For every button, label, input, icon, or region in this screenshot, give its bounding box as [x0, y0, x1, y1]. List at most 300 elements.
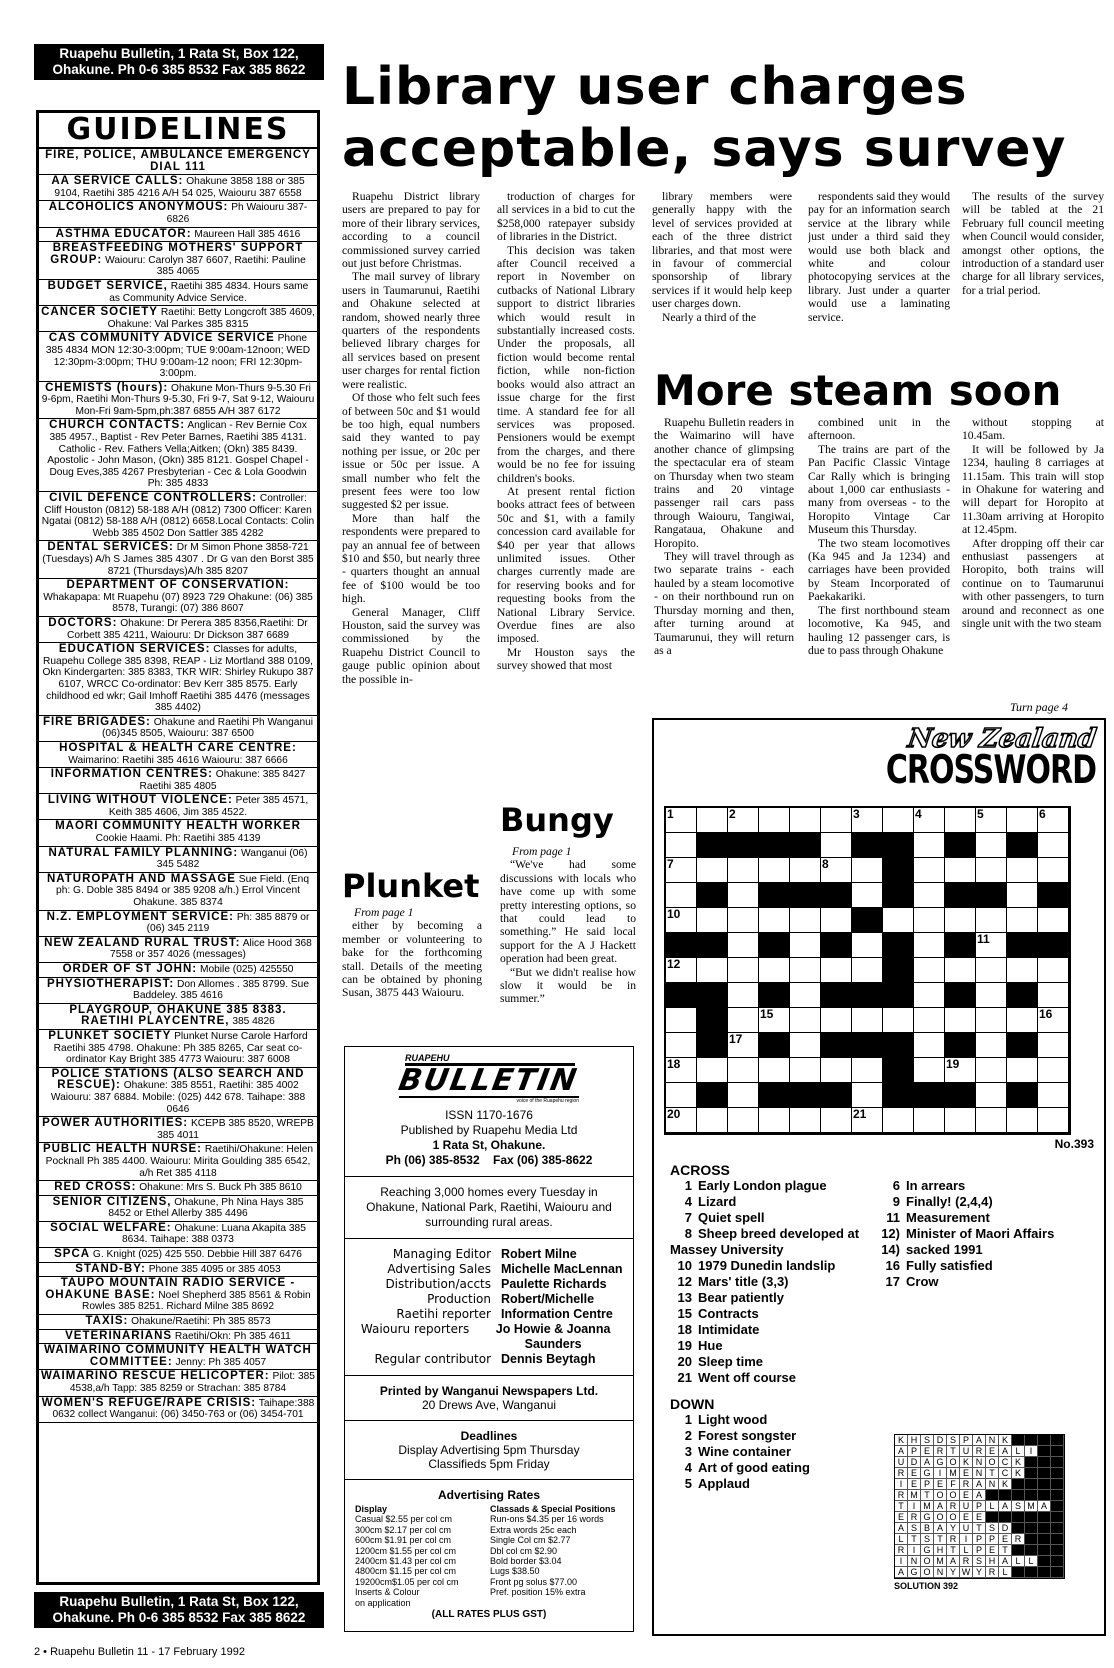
crossword-black-cell: [883, 1083, 914, 1108]
crossword-cell: [697, 858, 728, 883]
clue-text: Lizard: [698, 1194, 737, 1209]
guideline-heading: STAND-BY:: [75, 1262, 146, 1275]
solution-cell: E: [960, 1490, 973, 1501]
clue: [670, 1210, 880, 1226]
crossword-cell: [883, 808, 914, 833]
library-headline-line2: acceptable, says survey: [342, 119, 1067, 179]
crossword-cell: [976, 1058, 1007, 1083]
guideline-text: Sue Field. (Enq ph: G. Doble 385 8494 or 385 9208 a/h.) Errol Vincent Ohakune. 385 8374: [56, 873, 310, 909]
crossword-black-cell: [759, 933, 790, 958]
crossword-cell-number: 16: [1039, 1007, 1053, 1021]
clue: [670, 1460, 880, 1476]
paragraph: combined unit in the afternoon.: [808, 416, 950, 443]
clue-number: 21: [677, 1370, 692, 1385]
crossword-black-cell: [1007, 933, 1038, 958]
crossword-cell: [728, 883, 759, 908]
paragraph: The mail survey of library users in Taumarunui, Raetihi and Ohakune selected at random, showed nearly three quarters of the respondents believed library charges for all services based on present user charges for rental fiction were realistic.: [342, 270, 480, 391]
paragraph: Mr Houston says the survey showed that most: [497, 645, 635, 673]
solution-black-cell: [1051, 1435, 1064, 1446]
crossword-cell: [790, 1033, 821, 1058]
guideline-heading: RED CROSS:: [54, 1181, 137, 1194]
guideline-text: Ohakune: Luana Akapita 385 8634. Taihape: 388 0373: [122, 1222, 306, 1246]
crossword-black-cell: [759, 1033, 790, 1058]
guideline-entry: [39, 963, 317, 978]
clue: [670, 1322, 880, 1338]
bottom-banner: [34, 1592, 324, 1628]
guideline-heading: PHYSIOTHERAPIST:: [47, 977, 175, 990]
paragraph: General Manager, Cliff Houston, said the survey was commissioned by the Ruapehu District Council to gauge public opinion about the possible in-: [342, 605, 480, 686]
crossword-black-cell: [697, 1008, 728, 1033]
clues-across-block-2: [878, 1178, 1098, 1290]
solution-black-cell: [1038, 1468, 1051, 1479]
solution-cell: T: [986, 1468, 999, 1479]
crossword-cell: [1038, 1108, 1069, 1133]
crossword-black-cell: [821, 1083, 852, 1108]
crossword-cell: [759, 1008, 790, 1033]
crossword-cell: [976, 833, 1007, 858]
guideline-text: Dr M Simon Phone 3858-721 (Tuesdays) A/h S James 385 4307 . Dr G van den Borst 385 8721 (Thursdays)A/h 385 8207: [42, 542, 314, 577]
solution-cell: G: [921, 1545, 934, 1556]
crossword-cell: [945, 908, 976, 933]
crossword-black-cell: [945, 833, 976, 858]
guideline-heading: VETERINARIANS: [65, 1329, 173, 1342]
solution-cell: T: [947, 1545, 960, 1556]
solution-cell: O: [947, 1512, 960, 1523]
crossword-cell: [945, 1058, 976, 1083]
clue-number: 18: [677, 1322, 692, 1337]
clue-text: Went off course: [698, 1370, 796, 1385]
crossword-cell-number: 17: [729, 1032, 743, 1046]
clue-text: Wine container: [698, 1444, 792, 1459]
deadline-display: Display Advertising 5pm Thursday: [398, 1443, 580, 1457]
crossword-black-cell: [790, 833, 821, 858]
clue-text: Crow: [906, 1274, 939, 1289]
solution-cell: I: [1025, 1446, 1038, 1457]
guideline-heading: SENIOR CITIZENS,: [52, 1195, 172, 1208]
crossword-cell: [976, 933, 1007, 958]
guideline-text: Pilot: 385 4538,a/h Tapp: 385 8259 or Strachan: 385 8784: [69, 1371, 315, 1394]
crossword-cell: [976, 983, 1007, 1008]
masthead-issn: ISSN 1170-1676: [445, 1108, 533, 1122]
solution-cell: P: [973, 1501, 986, 1512]
crossword-cell: [666, 908, 697, 933]
masthead-printed-addr: 20 Drews Ave, Wanganui: [421, 1398, 557, 1412]
guideline-entry: [39, 716, 317, 742]
solution-cell: S: [986, 1523, 999, 1534]
solution-cell: E: [908, 1468, 921, 1479]
crossword-cell: [1038, 833, 1069, 858]
display-rates-heading: Display: [355, 1504, 388, 1514]
solution-black-cell: [1038, 1457, 1051, 1468]
crossword-cell: [697, 1058, 728, 1083]
banner-line1: Ruapehu Bulletin, 1 Rata St, Box 122,: [59, 46, 299, 61]
solution-cell: P: [973, 1545, 986, 1556]
crossword-cell: [666, 958, 697, 983]
clue: [878, 1274, 1098, 1290]
guideline-text: Whakapapa: Mt Ruapehu (07) 8923 729 Ohakune: (06) 385 8578, Turangi: (07) 386 8607: [43, 591, 313, 615]
banner-line1: Ruapehu Bulletin, 1 Rata St, Box 122,: [59, 1594, 299, 1609]
guideline-text: Taihape:388 0632 collect Wanganui: (06) 3450-763 or (06) 3454-701: [52, 1397, 315, 1421]
crossword-cell-number: 11: [977, 932, 990, 946]
guideline-entry: [39, 978, 317, 1004]
solution-black-cell: [1038, 1545, 1051, 1556]
solution-cell: A: [934, 1501, 947, 1512]
staff-role: Regular contributor: [374, 1352, 491, 1366]
crossword-cell: [666, 808, 697, 833]
crossword-black-cell: [697, 1083, 728, 1108]
guideline-heading: ASTHMA EDUCATOR:: [55, 227, 192, 240]
solution-cell: R: [1012, 1534, 1025, 1545]
solution-cell: R: [973, 1446, 986, 1457]
crossword-black-cell: [1038, 933, 1069, 958]
crossword-cell: [914, 883, 945, 908]
solution-cell: K: [895, 1435, 908, 1446]
guideline-heading: CANCER SOCIETY: [41, 306, 158, 319]
solution-cell: A: [999, 1446, 1012, 1457]
solution-cell: E: [986, 1545, 999, 1556]
clue: [670, 1178, 880, 1194]
guidelines-list: [39, 149, 317, 1423]
clue-text: Intimidate: [698, 1322, 760, 1337]
solution-cell: K: [999, 1435, 1012, 1446]
solution-cell: S: [921, 1435, 934, 1446]
crossword-logo-top: New Zealand: [905, 724, 1099, 754]
guideline-entry: [39, 579, 317, 617]
solution-cell: R: [934, 1446, 947, 1457]
crossword-cell: [728, 933, 759, 958]
crossword-black-cell: [883, 883, 914, 908]
clue: [670, 1412, 880, 1428]
library-headline-line1: Library user charges: [342, 57, 968, 117]
crossword-cell-number: 15: [760, 1007, 774, 1021]
guideline-heading: WAIMARINO RESCUE HELICOPTER:: [41, 1370, 270, 1383]
clue-text: Mars' title (3,3): [698, 1274, 789, 1289]
solution-cell: A: [973, 1490, 986, 1501]
clue: [670, 1226, 880, 1258]
solution-cell: B: [921, 1523, 934, 1534]
crossword-cell: [852, 958, 883, 983]
crossword-grid: [664, 806, 1071, 1135]
crossword-black-cell: [945, 983, 976, 1008]
solution-cell: O: [921, 1556, 934, 1567]
guideline-heading: SOCIAL WELFARE:: [50, 1221, 172, 1234]
guideline-heading: ALCOHOLICS ANONYMOUS:: [48, 201, 229, 214]
crossword-cell: [914, 1033, 945, 1058]
bungy-paragraphs: [500, 858, 636, 1005]
masthead-tagline: voice of the Ruapehu region: [399, 1096, 579, 1104]
plunket-body: [342, 906, 482, 1000]
clue-text: 1979 Dunedin landslip: [698, 1258, 836, 1273]
crossword-cell: [976, 1083, 1007, 1108]
solution-cell: N: [986, 1435, 999, 1446]
crossword-cell: [914, 908, 945, 933]
guideline-entry: [39, 1117, 317, 1143]
crossword-cell: [790, 808, 821, 833]
library-col-3: [652, 190, 792, 350]
crossword-cell: [945, 858, 976, 883]
guideline-entry: [39, 1397, 317, 1423]
guideline-text: Raetihi/Okn: Ph 385 4611: [174, 1330, 291, 1342]
crossword-box: [652, 718, 1106, 1636]
down-heading: DOWN: [670, 1396, 715, 1412]
clue-number: 3: [684, 1444, 692, 1459]
solution-cell: O: [934, 1490, 947, 1501]
solution-black-cell: [1012, 1523, 1025, 1534]
masthead-box: [344, 1046, 634, 1632]
clue-number: 4: [684, 1460, 692, 1475]
paragraph: The first northbound steam locomotive, Ka 945, and hauling 12 passenger cars, is due to pass through Ohakune: [808, 603, 950, 657]
solution-black-cell: [1051, 1490, 1064, 1501]
solution-cell: U: [960, 1501, 973, 1512]
crossword-black-cell: [697, 933, 728, 958]
guideline-text: Maureen Hall 385 4616: [194, 228, 301, 240]
guideline-heading: CAS COMMUNITY ADVICE SERVICE: [48, 332, 275, 345]
crossword-cell: [821, 1108, 852, 1133]
solution-cell: M: [921, 1501, 934, 1512]
crossword-cell: [1007, 1058, 1038, 1083]
crossword-cell: [759, 858, 790, 883]
masthead-publisher: Published by Ruapehu Media Ltd: [400, 1123, 578, 1137]
plunket-from: From page 1: [354, 906, 414, 919]
crossword-cell: [852, 808, 883, 833]
crossword-cell: [759, 958, 790, 983]
guideline-text: Waiouru: Carolyn 387 6607, Raetihi: Pauline 385 4065: [105, 254, 306, 278]
solution-cell: E: [921, 1446, 934, 1457]
solution-cell: M: [1025, 1501, 1038, 1512]
solution-cell: F: [947, 1479, 960, 1490]
guideline-heading: MAORI COMMUNITY HEALTH WORKER: [55, 820, 301, 833]
guideline-text: Wanganui (06) 345 5482: [156, 847, 308, 871]
bungy-body: [500, 845, 636, 1006]
crossword-cell: [914, 1058, 945, 1083]
crossword-cell: [666, 833, 697, 858]
staff-role: Production: [427, 1292, 491, 1306]
crossword-black-cell: [821, 1033, 852, 1058]
clue-number: 15: [677, 1306, 692, 1321]
solution-cell: E: [960, 1512, 973, 1523]
crossword-cell: [790, 1008, 821, 1033]
crossword-cell: [883, 1108, 914, 1133]
solution-black-cell: [1038, 1523, 1051, 1534]
display-rate: 1200cm $1.55 per col cm: [355, 1545, 457, 1556]
crossword-cell: [697, 808, 728, 833]
solution-black-cell: [1025, 1545, 1038, 1556]
crossword-cell: [852, 883, 883, 908]
solution-black-cell: [1025, 1490, 1038, 1501]
guidelines-box: [36, 110, 320, 1585]
solution-cell: E: [960, 1468, 973, 1479]
solution-cell: L: [895, 1534, 908, 1545]
clue: [670, 1354, 880, 1370]
masthead-address: 1 Rata St, Ohakune.: [432, 1138, 546, 1152]
solution-cell: R: [895, 1545, 908, 1556]
guideline-text: Cookie Haami. Ph: Raetihi 385 4139: [95, 833, 261, 845]
clue: [670, 1258, 880, 1274]
solution-cell: Y: [973, 1567, 986, 1578]
solution-grid: [894, 1434, 1065, 1579]
solution-black-cell: [1051, 1457, 1064, 1468]
crossword-cell: [976, 858, 1007, 883]
crossword-cell: [666, 1008, 697, 1033]
guideline-heading: CIVIL DEFENCE CONTROLLERS:: [49, 492, 258, 505]
crossword-cell: [1007, 1008, 1038, 1033]
guideline-entry: [39, 742, 317, 768]
guideline-text: Mobile (025) 425550: [199, 964, 294, 975]
class-rate: Single Col cm $2.77: [490, 1535, 571, 1546]
clue-number: 12): [881, 1226, 900, 1241]
staff-role: Waiouru reporters: [360, 1322, 470, 1336]
class-rate: Bold border $3.04: [490, 1556, 562, 1567]
guideline-text: Peter 385 4571, Keith 385 4606, Jim 385 4522.: [108, 795, 309, 818]
guideline-entry: [39, 873, 317, 911]
solution-black-cell: [1038, 1479, 1051, 1490]
crossword-logo-bottom: CROSSWORD: [885, 748, 1096, 794]
crossword-cell: [697, 958, 728, 983]
solution-cell: E: [934, 1479, 947, 1490]
crossword-black-cell: [759, 833, 790, 858]
solution-black-cell: [1038, 1534, 1051, 1545]
solution-cell: S: [1012, 1501, 1025, 1512]
crossword-black-cell: [883, 958, 914, 983]
solution-cell: R: [895, 1490, 908, 1501]
guideline-text: Raetihi 385 4834. Hours same as Community Advice Service.: [109, 280, 309, 304]
solution-cell: R: [895, 1468, 908, 1479]
guideline-entry: [39, 794, 317, 820]
staff-role: Advertising Sales: [387, 1262, 491, 1276]
solution-cell: T: [947, 1446, 960, 1457]
guideline-heading: WOMEN'S REFUGE/RAPE CRISIS:: [41, 1396, 257, 1409]
guideline-heading: PUBLIC HEALTH NURSE:: [42, 1143, 203, 1156]
solution-cell: K: [999, 1479, 1012, 1490]
guideline-text: Ph Waiouru 387-6826: [166, 202, 308, 225]
crossword-cell: [759, 908, 790, 933]
crossword-black-cell: [697, 833, 728, 858]
crossword-cell: [1038, 1058, 1069, 1083]
staff-role: Distribution/accts: [385, 1277, 491, 1291]
crossword-cell: [1038, 958, 1069, 983]
paragraph: Ruapehu District library users are prepared to pay for more of their library services, according to a council commissioned survey carried out just before Christmas.: [342, 190, 480, 271]
crossword-black-cell: [790, 1083, 821, 1108]
solution-cell: T: [895, 1501, 908, 1512]
solution-cell: A: [895, 1523, 908, 1534]
crossword-cell: [976, 1008, 1007, 1033]
solution-black-cell: [1038, 1435, 1051, 1446]
masthead-phone: Ph (06) 385-8532: [385, 1153, 480, 1167]
staff-name: Robert Milne: [501, 1247, 577, 1261]
crossword-cell: [697, 908, 728, 933]
solution-cell: A: [895, 1446, 908, 1457]
guideline-entry: [39, 1004, 317, 1030]
guideline-heading: FIRE BRIGADES:: [42, 715, 151, 728]
crossword-cell: [821, 908, 852, 933]
guideline-text: Anglican - Rev Bernie Cox 385 4957., Baptist - Rev Peter Barnes, Raetihi 385 4131. Catholic - Rev. Fathers Vella;Aitken; (Okn) 385 8439. Apostolic - John Mason, (Okn) 385 8121. Gospel Chapel - Doug Eves,385 4267 Presbyterian - Cec & Lola Goodwin Ph: 385 4833: [47, 420, 309, 490]
solution-cell: D: [999, 1523, 1012, 1534]
solution-cell: N: [973, 1468, 986, 1479]
solution-black-cell: [1012, 1545, 1025, 1556]
clue-number: 5: [684, 1476, 692, 1491]
crossword-cell: [1038, 1033, 1069, 1058]
deadlines-heading: Deadlines: [460, 1429, 518, 1443]
crossword-cell: [790, 858, 821, 883]
crossword-cell: [914, 983, 945, 1008]
crossword-cell: [821, 1058, 852, 1083]
clue-number: 1: [684, 1178, 692, 1193]
guideline-text: Ohakune: Mrs S. Buck Ph 385 8610: [139, 1182, 302, 1194]
staff-name: Michelle MacLennan: [501, 1262, 623, 1276]
solution-cell: N: [986, 1479, 999, 1490]
crossword-cell-number: 20: [667, 1107, 681, 1121]
staff-role: Managing Editor: [392, 1247, 491, 1261]
staff-name: Robert/Michelle: [501, 1292, 595, 1306]
class-rate: Dbl col cm $2.90: [490, 1545, 558, 1556]
guideline-text: Ohakune Mon-Thurs 9-5.30 Fri 9-6pm, Raetihi Mon-Thurs 9-5.30, Fri 9-7, Sat 9-12, Waiouru Mon-Fri 9am-5pm,ph:387 6855 A/H 387 6172: [41, 382, 315, 417]
solution-cell: W: [960, 1567, 973, 1578]
crossword-cell: [1007, 883, 1038, 908]
crossword-cell: [852, 933, 883, 958]
solution-black-cell: [1025, 1435, 1038, 1446]
crossword-black-cell: [790, 883, 821, 908]
plunket-paragraphs: [342, 919, 482, 999]
crossword-cell: [666, 1083, 697, 1108]
crossword-cell-number: 3: [853, 807, 860, 821]
staff-row: [351, 1322, 627, 1352]
paragraph: Ruapehu Bulletin readers in the Waimarino will have another chance of glimpsing the spectacular era of steam on Thursday when two steam trains and 20 vintage passenger rail cars pass through Waiouru, Tangiwai, Rangataua, Ohakune and Horopito.: [654, 416, 794, 550]
guideline-entry: [39, 1277, 317, 1315]
guideline-heading: ORDER OF ST JOHN:: [62, 963, 198, 975]
staff-row: [351, 1352, 627, 1367]
crossword-cell-number: 18: [667, 1057, 681, 1071]
across-clues: [670, 1178, 880, 1386]
solution-black-cell: [1025, 1567, 1038, 1578]
solution-cell: A: [999, 1501, 1012, 1512]
crossword-cell: [790, 933, 821, 958]
crossword-cell: [666, 1033, 697, 1058]
display-rate: 2400cm $1.43 per col cm: [355, 1556, 457, 1567]
solution-black-cell: [1051, 1567, 1064, 1578]
staff-row: [351, 1307, 627, 1322]
guideline-heading: CHURCH CONTACTS:: [49, 419, 186, 432]
solution-cell: G: [921, 1468, 934, 1479]
solution-black-cell: [1051, 1523, 1064, 1534]
guideline-text: 385 4826: [232, 1016, 275, 1028]
crossword-number: No.393: [1054, 1137, 1094, 1151]
solution-black-cell: [986, 1512, 999, 1523]
steam-turn-page: Turn page 4: [1010, 700, 1069, 714]
crossword-black-cell: [1007, 983, 1038, 1008]
crossword-black-cell: [883, 1058, 914, 1083]
crossword-cell-number: 1: [667, 807, 674, 821]
display-rate: Inserts & Colour: [355, 1587, 420, 1598]
clue: [670, 1306, 880, 1322]
paragraph: They will travel through as two separate trains - each hauled by a steam locomotive - on their northbound run on Thursday morning and then, after turning around at Taumarunui, they will return as a: [654, 550, 794, 657]
guideline-entry: [39, 1068, 317, 1117]
solution-cell: C: [999, 1468, 1012, 1479]
crossword-cell: [759, 1108, 790, 1133]
solution-cell: L: [986, 1501, 999, 1512]
solution-cell: A: [947, 1556, 960, 1567]
across-clues-2: [878, 1178, 1098, 1290]
crossword-cell: [821, 808, 852, 833]
solution-cell: D: [934, 1435, 947, 1446]
clue: [670, 1370, 880, 1386]
solution-cell: T: [934, 1534, 947, 1545]
solution-cell: A: [895, 1567, 908, 1578]
guideline-entry: [39, 1370, 317, 1396]
crossword-cell: [1007, 908, 1038, 933]
guideline-text: Ohakune: 385 8551, Raetihi: 385 4002 Waiouru: 387 6884. Mobile: (025) 442 678. Taihape: 388 0646: [50, 1080, 306, 1115]
solution-cell: P: [960, 1435, 973, 1446]
crossword-black-cell: [666, 983, 697, 1008]
